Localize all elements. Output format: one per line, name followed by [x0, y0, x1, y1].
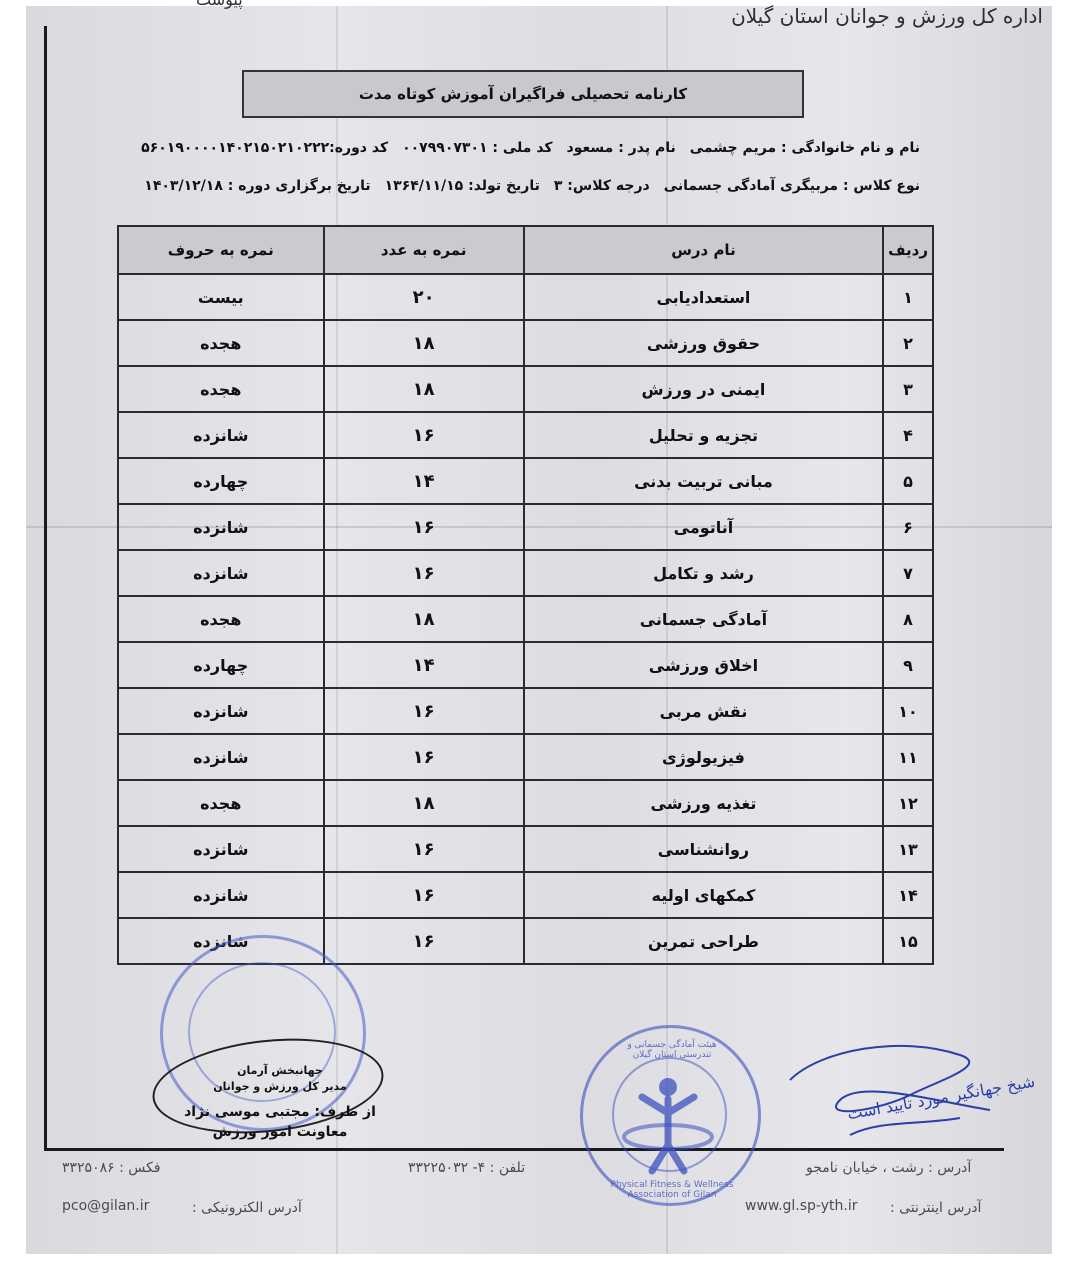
- score-number: ۱۶: [324, 688, 524, 734]
- table-row: [118, 366, 933, 412]
- signer-deputy: معاونت امور ورزش: [212, 1124, 348, 1140]
- score-letters: چهارده: [118, 458, 324, 504]
- course-name: مبانی تربیت بدنی: [524, 458, 883, 504]
- table-row: [118, 412, 933, 458]
- table-row: [118, 458, 933, 504]
- score-number: ۱۶: [324, 734, 524, 780]
- header-course-name: نام درس: [524, 226, 883, 274]
- footer-website[interactable]: www.gl.sp-yth.ir: [745, 1198, 858, 1214]
- table-row: [118, 320, 933, 366]
- row-number: ۵: [883, 458, 933, 504]
- attachment-label: [196, 0, 243, 9]
- father-name: نام پدر : مسعود: [566, 140, 676, 156]
- score-number: ۱۶: [324, 826, 524, 872]
- course-name: تجزیه و تحلیل: [524, 412, 883, 458]
- row-number: ۲: [883, 320, 933, 366]
- course-code: کد دوره:۵۶۰۱۹۰۰۰۰۱۴۰۲۱۵۰۲۱۰۲۲۲: [141, 140, 389, 156]
- row-number: ۱۰: [883, 688, 933, 734]
- score-number: ۱۶: [324, 872, 524, 918]
- course-name: اخلاق ورزشی: [524, 642, 883, 688]
- course-name: روانشناسی: [524, 826, 883, 872]
- national-id: کد ملی : ۰۰۷۹۹۰۷۳۰۱: [402, 140, 553, 156]
- course-name: کمکهای اولیه: [524, 872, 883, 918]
- table-row: [118, 550, 933, 596]
- document-title: کارنامه تحصیلی فراگیران آموزش کوتاه مدت: [242, 70, 804, 118]
- row-number: ۹: [883, 642, 933, 688]
- course-name: آمادگی جسمانی: [524, 596, 883, 642]
- score-letters: شانزده: [118, 412, 324, 458]
- grades-table: [117, 225, 934, 965]
- course-name: فیزیولوژی: [524, 734, 883, 780]
- table-row: [118, 826, 933, 872]
- score-number: ۱۶: [324, 918, 524, 964]
- footer-address: آدرس : رشت ، خیابان نامجو: [806, 1160, 972, 1176]
- table-row: [118, 688, 933, 734]
- table-header-row: [118, 226, 933, 274]
- footer-phone: تلفن : ۴- ۳۳۲۲۵۰۳۲: [408, 1160, 526, 1176]
- signer-behalf: از طرف: مجتبی موسی نژاد: [184, 1104, 376, 1120]
- table-row: [118, 642, 933, 688]
- row-number: ۱۳: [883, 826, 933, 872]
- class-type: نوع کلاس : مربیگری آمادگی جسمانی: [663, 178, 920, 194]
- score-letters: بیست: [118, 274, 324, 320]
- footer-email-label: آدرس الکترونیکی :: [192, 1200, 302, 1216]
- row-number: ۸: [883, 596, 933, 642]
- signer-name: جهانبخش آرمان: [237, 1064, 323, 1077]
- score-letters: شانزده: [118, 734, 324, 780]
- stamp-ring-text-fa: هیئت آمادگی جسمانی و تندرستی استان گیلان: [627, 1040, 717, 1060]
- table-row: [118, 780, 933, 826]
- table-row: [118, 872, 933, 918]
- header-score-letters: نمره به حروف: [118, 226, 324, 274]
- table-row: [118, 274, 933, 320]
- score-letters: چهارده: [118, 642, 324, 688]
- course-name: استعدادیابی: [524, 274, 883, 320]
- course-name: طراحی تمرین: [524, 918, 883, 964]
- course-name: آناتومی: [524, 504, 883, 550]
- score-number: ۲۰: [324, 274, 524, 320]
- stamp-ring-text-en: Physical Fitness & Wellness Association of Gilan: [610, 1180, 734, 1200]
- course-name: نقش مربی: [524, 688, 883, 734]
- header-score-number: نمره به عدد: [324, 226, 524, 274]
- margin-line: [44, 26, 47, 1150]
- score-number: ۱۶: [324, 504, 524, 550]
- score-letters: شانزده: [118, 826, 324, 872]
- row-number: ۱۲: [883, 780, 933, 826]
- score-letters: شانزده: [118, 550, 324, 596]
- course-date: تاریخ برگزاری دوره : ۱۴۰۳/۱۲/۱۸: [144, 178, 371, 194]
- class-level: درجه کلاس: ۳: [553, 178, 650, 194]
- course-name: تغذیه ورزشی: [524, 780, 883, 826]
- footer-divider: [44, 1148, 1004, 1151]
- row-number: ۱۴: [883, 872, 933, 918]
- table-row: [118, 734, 933, 780]
- row-number: ۱۱: [883, 734, 933, 780]
- score-number: ۱۸: [324, 596, 524, 642]
- footer-website-label: آدرس اینترنتی :: [890, 1200, 982, 1216]
- score-letters: شانزده: [118, 504, 324, 550]
- row-number: ۴: [883, 412, 933, 458]
- footer-email[interactable]: pco@gilan.ir: [62, 1198, 150, 1214]
- score-number: ۱۴: [324, 458, 524, 504]
- score-letters: هجده: [118, 366, 324, 412]
- row-number: ۷: [883, 550, 933, 596]
- score-number: ۱۶: [324, 412, 524, 458]
- course-name: رشد و تکامل: [524, 550, 883, 596]
- header-row-number: ردیف: [883, 226, 933, 274]
- grades-body: [118, 274, 933, 964]
- score-number: ۱۶: [324, 550, 524, 596]
- score-number: ۱۸: [324, 780, 524, 826]
- score-number: ۱۴: [324, 642, 524, 688]
- birth-date: تاریخ تولد: ۱۳۶۴/۱۱/۱۵: [384, 178, 540, 194]
- student-info-line-2: [120, 178, 920, 194]
- table-row: [118, 596, 933, 642]
- student-info-line-1: [120, 140, 920, 156]
- organization-header: اداره کل ورزش و جوانان استان گیلان: [731, 4, 1043, 28]
- student-name: نام و نام خانوادگی : مریم چشمی: [689, 140, 920, 156]
- score-number: ۱۸: [324, 366, 524, 412]
- course-name: ایمنی در ورزش: [524, 366, 883, 412]
- row-number: ۱۵: [883, 918, 933, 964]
- score-letters: شانزده: [118, 688, 324, 734]
- right-signature-note: شیخ جهانگیر مورد تایید است: [845, 1071, 1037, 1124]
- score-letters: هجده: [118, 320, 324, 366]
- score-letters: هجده: [118, 780, 324, 826]
- footer-fax: فکس : ۳۳۲۵۰۸۶: [62, 1160, 161, 1176]
- row-number: ۶: [883, 504, 933, 550]
- row-number: ۱: [883, 274, 933, 320]
- table-row: [118, 504, 933, 550]
- signer-position: مدیر کل ورزش و جوانان: [213, 1080, 347, 1093]
- score-number: ۱۸: [324, 320, 524, 366]
- course-name: حقوق ورزشی: [524, 320, 883, 366]
- score-letters: شانزده: [118, 918, 324, 964]
- score-letters: شانزده: [118, 872, 324, 918]
- score-letters: هجده: [118, 596, 324, 642]
- row-number: ۳: [883, 366, 933, 412]
